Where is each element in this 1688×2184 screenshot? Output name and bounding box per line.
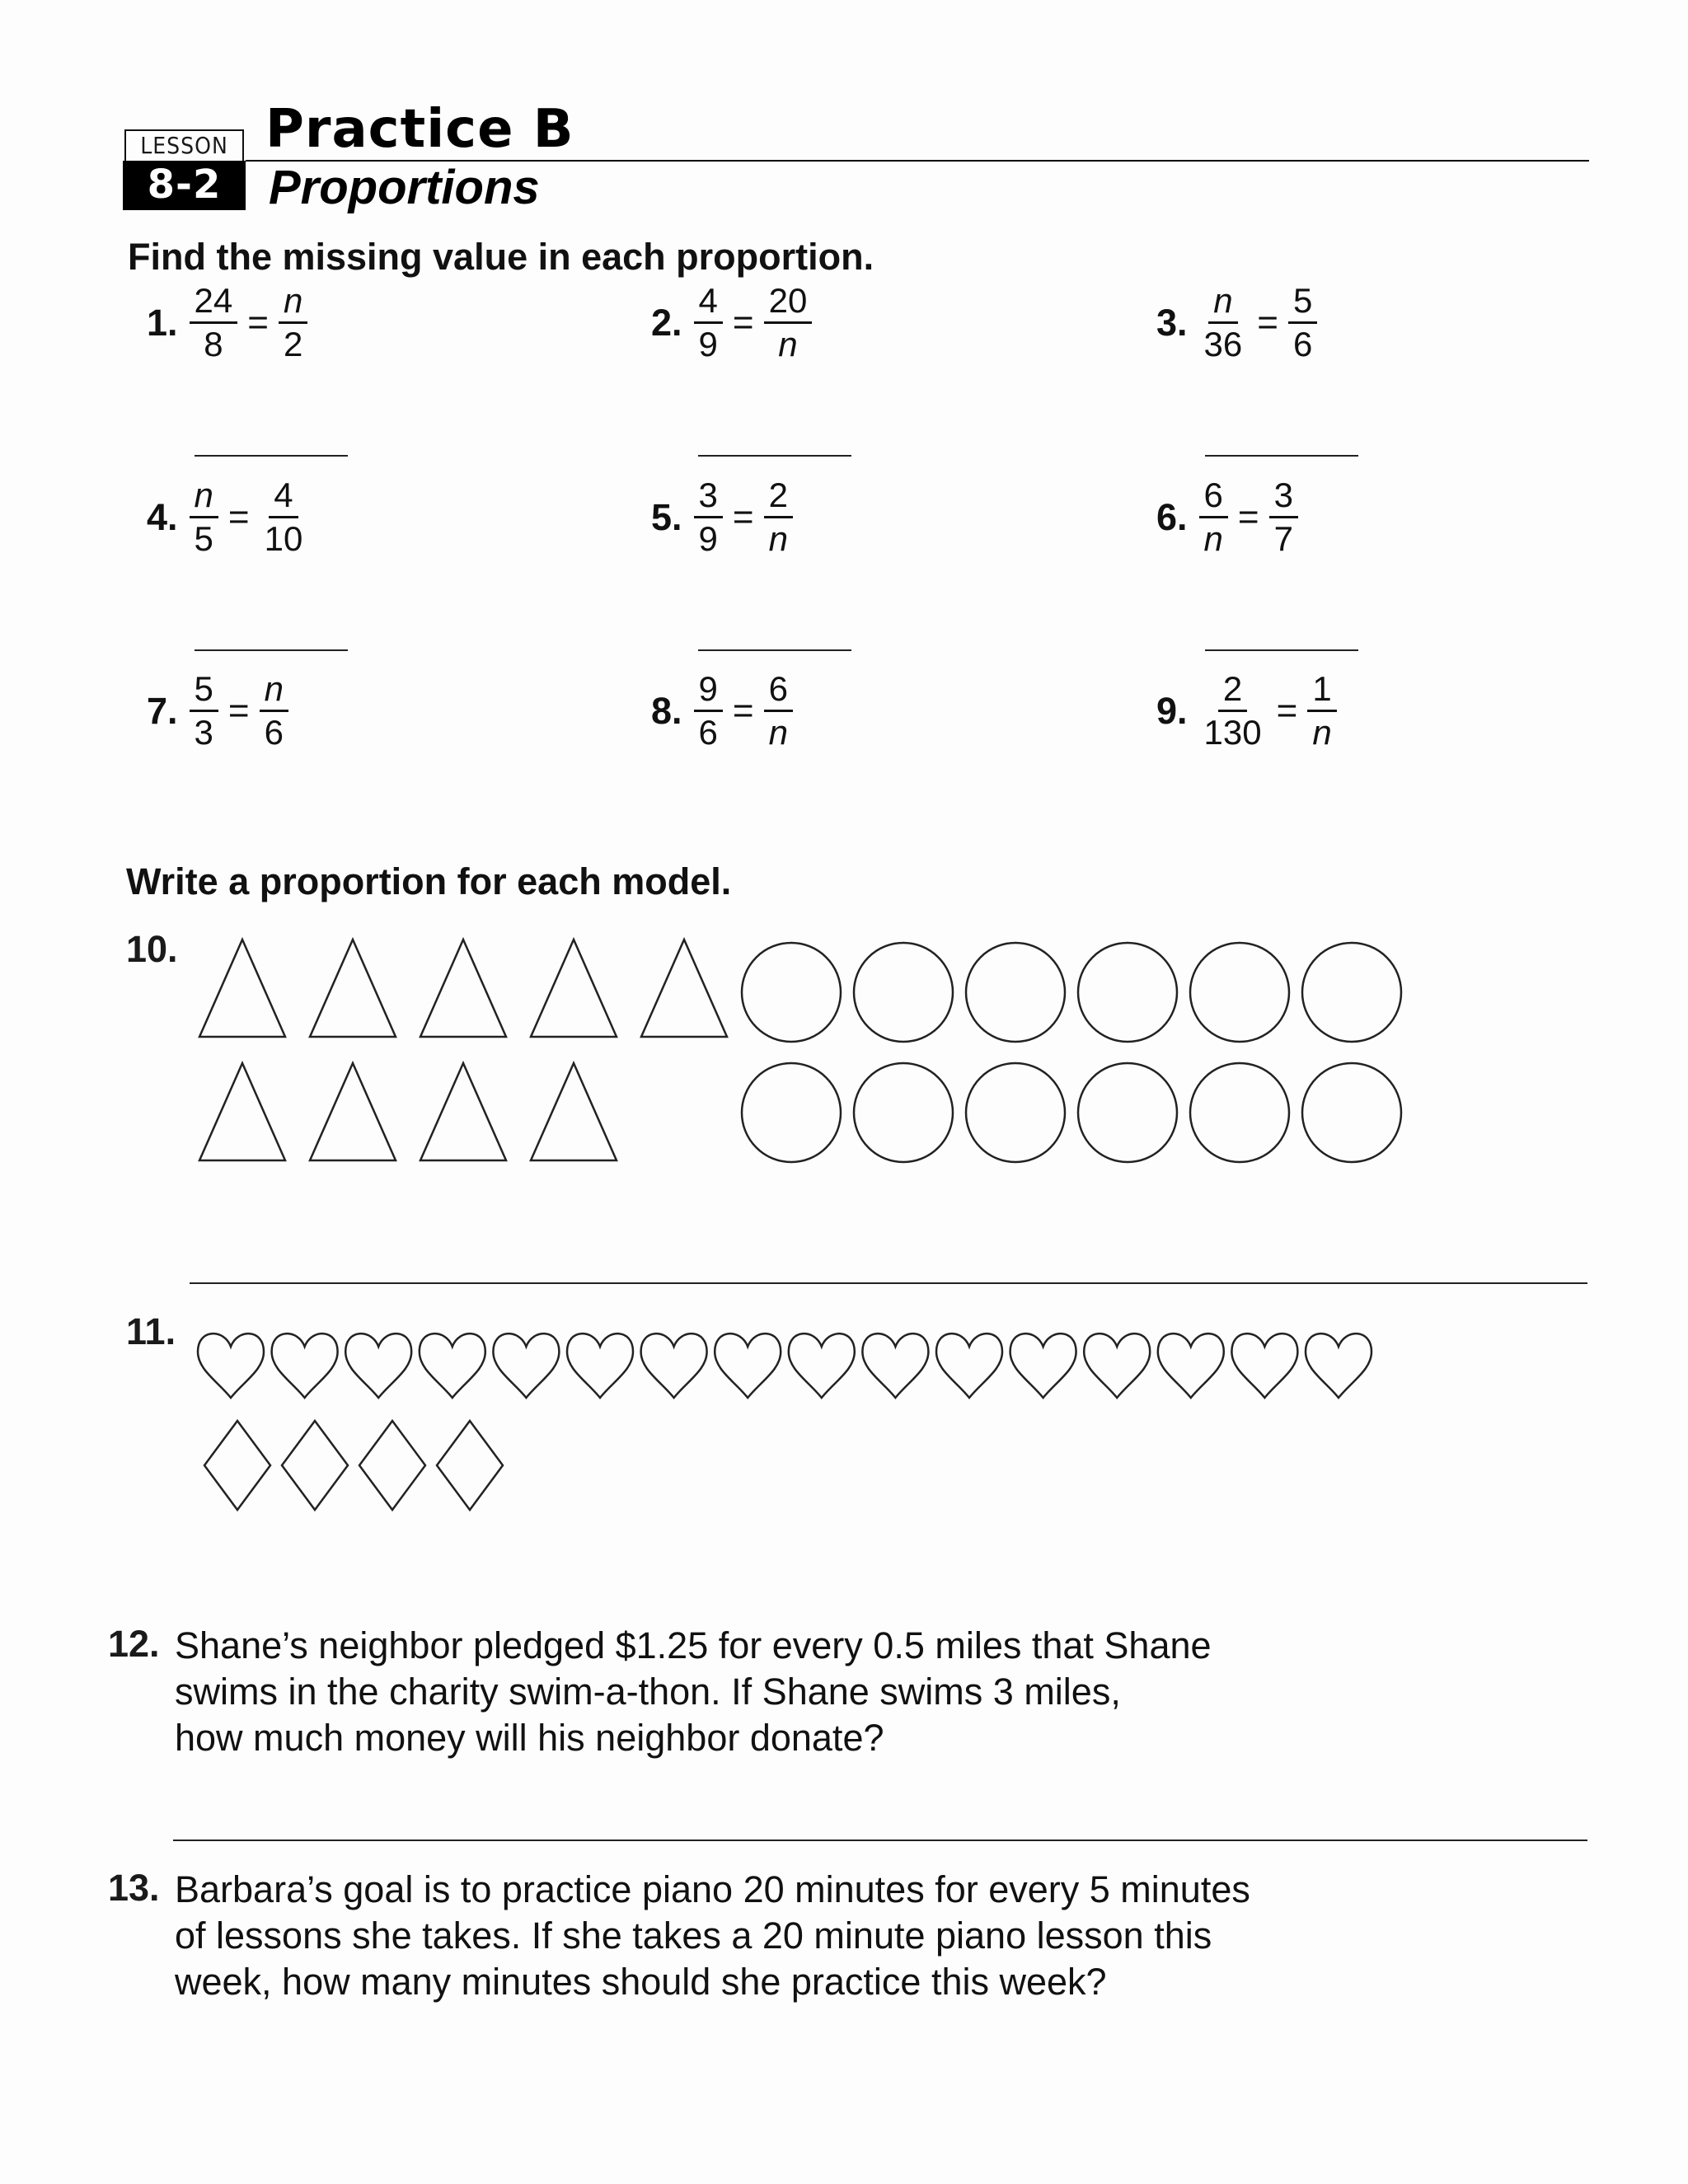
triangle-shape: [531, 940, 617, 1037]
fraction-right: [260, 669, 288, 752]
numerator: 5: [1288, 284, 1317, 324]
numerator: 6: [764, 672, 793, 712]
equals-sign: =: [227, 690, 250, 731]
denominator: 6: [264, 713, 284, 752]
circle-shape: [854, 943, 953, 1042]
numerator: 3: [1269, 478, 1298, 518]
answer-line[interactable]: [195, 455, 348, 457]
fraction-left: [190, 281, 238, 363]
denominator: n: [768, 713, 788, 752]
fraction-right: [279, 281, 307, 363]
numerator: 1: [1307, 672, 1336, 712]
numerator: 4: [694, 284, 723, 324]
heart-shape: [272, 1333, 338, 1398]
triangle-shape: [199, 940, 285, 1037]
equals-sign: =: [732, 496, 754, 537]
heart-shape: [715, 1333, 781, 1398]
denominator: 5: [194, 519, 213, 558]
proportion-problem: [651, 669, 793, 752]
circle-shape: [742, 943, 841, 1042]
numerator: n: [260, 672, 288, 712]
equals-sign: =: [1237, 496, 1259, 537]
numerator: 6: [1199, 478, 1228, 518]
diamond-shape: [204, 1421, 270, 1510]
denominator: 2: [283, 325, 303, 363]
denominator: n: [1312, 713, 1332, 752]
numerator: 9: [694, 672, 723, 712]
circle-shape: [966, 943, 1065, 1042]
circle-shape: [1078, 943, 1177, 1042]
heart-shape: [641, 1333, 707, 1398]
fraction-left: [694, 669, 723, 752]
denominator: n: [768, 519, 788, 558]
circle-shape: [854, 1063, 953, 1162]
equals-sign: =: [247, 302, 269, 343]
answer-line[interactable]: [195, 649, 348, 651]
problem-number: 5.: [651, 495, 682, 538]
heart-shape: [1231, 1333, 1297, 1398]
triangle-shape: [641, 940, 727, 1037]
answer-line[interactable]: [1205, 455, 1358, 457]
numerator: n: [1208, 284, 1237, 324]
proportion-problem: [651, 281, 812, 363]
triangle-shape: [310, 940, 396, 1037]
page-title: Proportions: [269, 161, 540, 214]
diamond-shape: [437, 1421, 503, 1510]
denominator: 3: [194, 713, 213, 752]
problem-number: 1.: [147, 301, 178, 344]
heart-shape: [1306, 1333, 1372, 1398]
fraction-right: [764, 281, 813, 363]
fraction-left: [1199, 478, 1228, 556]
denominator: 9: [698, 325, 718, 363]
lesson-number: 8-2: [123, 161, 246, 210]
numerator: 2: [764, 478, 793, 518]
question-line: Shane’s neighbor pledged $1.25 for every 0.5 miles that Shane: [175, 1624, 1212, 1666]
problem-number: 4.: [147, 495, 178, 538]
answer-line[interactable]: [698, 649, 851, 651]
denominator: 130: [1203, 713, 1262, 752]
numerator: 20: [764, 284, 813, 324]
heart-shape: [1084, 1333, 1150, 1398]
heart-shape: [789, 1333, 855, 1398]
proportion-problem: [1156, 669, 1337, 752]
heart-shape: [493, 1333, 559, 1398]
proportion-problem: [651, 478, 793, 556]
fraction-right: [1288, 281, 1317, 363]
fraction-left: [190, 669, 218, 752]
model-11: [190, 1310, 1426, 1525]
denominator: 9: [698, 519, 718, 558]
problem-number: 9.: [1156, 689, 1188, 732]
equals-sign: =: [732, 690, 754, 731]
triangle-shape: [420, 940, 506, 1037]
diamond-shape: [359, 1421, 425, 1510]
numerator: 2: [1218, 672, 1247, 712]
proportion-problem: [147, 478, 307, 556]
denominator: n: [1203, 519, 1223, 558]
triangle-shape: [531, 1063, 617, 1160]
equals-sign: =: [1257, 302, 1278, 343]
fraction-right: [764, 478, 793, 556]
heart-shape: [567, 1333, 633, 1398]
circle-shape: [1302, 1063, 1401, 1162]
equals-sign: =: [732, 302, 754, 343]
section-instruction-models: Write a proportion for each model.: [126, 860, 732, 902]
proportion-problem: [1156, 281, 1317, 363]
numerator: n: [190, 478, 218, 518]
fraction-right: [1269, 478, 1298, 556]
question-text-13: [175, 1867, 1250, 2005]
practice-title: Practice B: [265, 99, 574, 160]
denominator: n: [778, 325, 798, 363]
fraction-left: [694, 281, 723, 363]
denominator: 7: [1273, 519, 1293, 558]
proportion-problem: [147, 281, 307, 363]
question-number: 13.: [108, 1867, 160, 1909]
problem-number: 2.: [651, 301, 682, 344]
denominator: 10: [264, 519, 303, 558]
circle-shape: [1190, 943, 1289, 1042]
question-line: week, how many minutes should she practice this week?: [175, 1961, 1107, 2003]
fraction-right: [764, 669, 793, 752]
question-number: 11.: [126, 1310, 176, 1352]
fraction-left: [1199, 281, 1248, 363]
circle-shape: [1190, 1063, 1289, 1162]
fraction-right: [260, 478, 308, 556]
numerator: 24: [190, 284, 238, 324]
heart-shape: [198, 1333, 264, 1398]
denominator: 36: [1203, 325, 1243, 363]
heart-shape: [420, 1333, 485, 1398]
problem-number: 7.: [147, 689, 178, 732]
diamond-shape: [282, 1421, 348, 1510]
question-line: how much money will his neighbor donate?: [175, 1717, 884, 1759]
fraction-left: [190, 478, 218, 556]
triangle-shape: [420, 1063, 506, 1160]
question-line: swims in the charity swim-a-thon. If Shane swims 3 miles,: [175, 1671, 1121, 1713]
heart-shape: [1158, 1333, 1224, 1398]
circle-shape: [1078, 1063, 1177, 1162]
model-10: [190, 931, 1426, 1179]
circle-shape: [1302, 943, 1401, 1042]
section-instruction: Find the missing value in each proportion.: [128, 236, 874, 278]
heart-shape: [1010, 1333, 1076, 1398]
question-text-12: [175, 1623, 1212, 1761]
fraction-left: [1199, 669, 1267, 752]
answer-line[interactable]: [1205, 649, 1358, 651]
heart-shape: [862, 1333, 928, 1398]
question-number: 10.: [126, 928, 178, 970]
question-line: Barbara’s goal is to practice piano 20 minutes for every 5 minutes: [175, 1868, 1250, 1910]
denominator: 8: [204, 325, 223, 363]
numerator: 5: [190, 672, 218, 712]
lesson-label: LESSON: [124, 129, 244, 162]
problem-number: 6.: [1156, 495, 1188, 538]
heart-shape: [936, 1333, 1002, 1398]
numerator: 3: [694, 478, 723, 518]
triangle-shape: [310, 1063, 396, 1160]
problem-number: 8.: [651, 689, 682, 732]
problem-number: 3.: [1156, 301, 1188, 344]
fraction-right: [1307, 669, 1336, 752]
answer-line-10[interactable]: [190, 1282, 1587, 1284]
numerator: n: [279, 284, 307, 324]
numerator: 4: [269, 478, 298, 518]
triangle-shape: [199, 1063, 285, 1160]
circle-shape: [742, 1063, 841, 1162]
equals-sign: =: [227, 496, 250, 537]
question-number: 12.: [108, 1623, 160, 1665]
question-line: of lessons she takes. If she takes a 20 minute piano lesson this: [175, 1915, 1212, 1957]
fraction-left: [694, 478, 723, 556]
equals-sign: =: [1276, 690, 1298, 731]
answer-line[interactable]: [698, 455, 851, 457]
denominator: 6: [1292, 325, 1313, 363]
denominator: 6: [698, 713, 718, 752]
circle-shape: [966, 1063, 1065, 1162]
answer-line-12[interactable]: [173, 1840, 1587, 1841]
heart-shape: [345, 1333, 411, 1398]
proportion-problem: [147, 669, 288, 752]
proportion-problem: [1156, 478, 1298, 556]
